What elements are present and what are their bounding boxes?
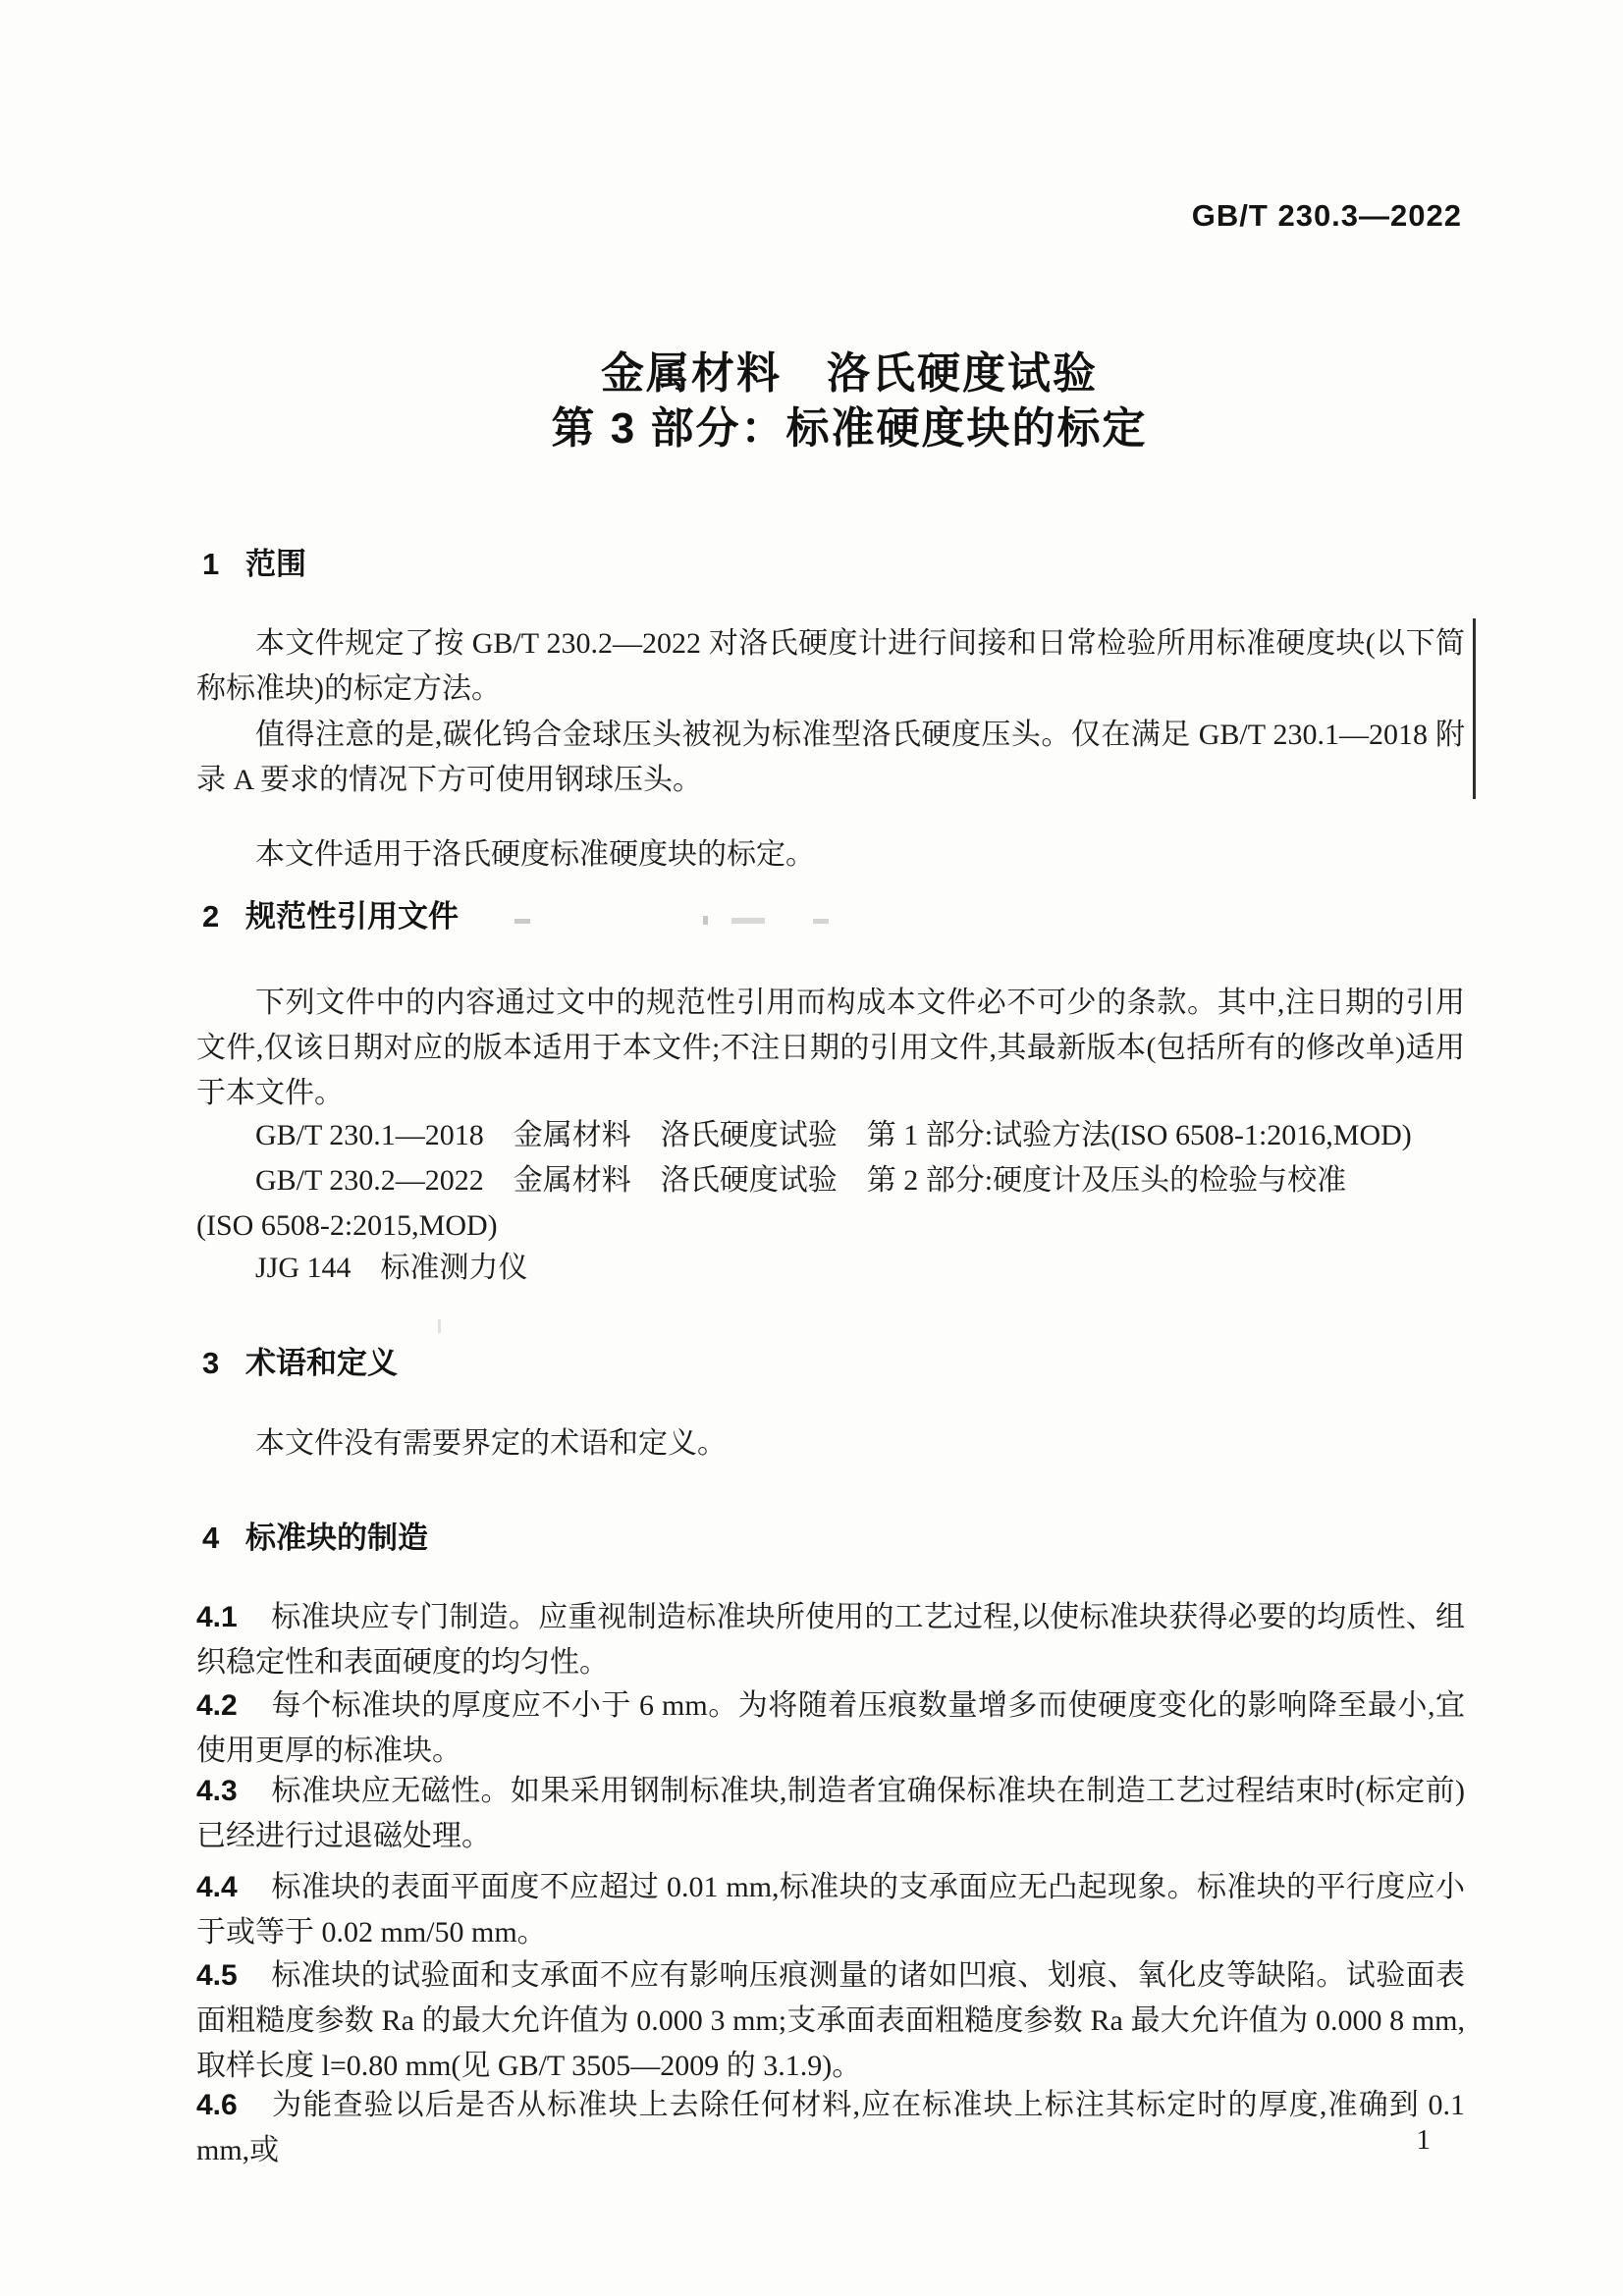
section-1-number: 1	[202, 547, 220, 581]
scan-artifact	[731, 918, 765, 924]
clause-4-1-number: 4.1	[196, 1601, 238, 1633]
clause-4-6	[196, 2083, 1465, 2173]
reference-entry-2-line-2: (ISO 6508-2:2015,MOD)	[196, 1209, 498, 1242]
clause-4-3	[196, 1769, 1465, 1859]
section-4-label: 标准块的制造	[245, 1521, 428, 1555]
section-1-paragraph-1: 本文件规定了按 GB/T 230.2—2022 对洛氏硬度计进行间接和日常检验所用标准硬度块(以下简称标准块)的标定方法。	[196, 627, 1465, 705]
reference-entry-3: JJG 144 标准测力仪	[255, 1252, 528, 1284]
clause-4-2	[196, 1683, 1465, 1774]
page-number: 1	[1416, 2124, 1431, 2156]
section-2-number: 2	[202, 899, 220, 934]
page-title-line-2: 第 3 部分：标准硬度块的标定	[551, 404, 1148, 453]
section-3-heading	[202, 1338, 398, 1382]
scan-artifact	[813, 919, 829, 924]
section-1-heading	[202, 539, 306, 583]
clause-4-3-text: 标准块应无磁性。如果采用钢制标准块,制造者宜确保标准块在制造工艺过程结束时(标定前)已经进行过退磁处理。	[196, 1775, 1465, 1852]
section-1-label: 范围	[245, 547, 306, 581]
section-4-heading	[202, 1513, 428, 1557]
scan-artifact	[703, 916, 708, 925]
clause-4-5	[196, 1953, 1465, 2089]
section-3-paragraph-1: 本文件没有需要界定的术语和定义。	[255, 1427, 727, 1460]
section-4-number: 4	[202, 1521, 220, 1555]
clause-4-6-text: 为能查验以后是否从标准块上去除任何材料,应在标准块上标注其标定时的厚度,准确到 0.1 mm,或	[196, 2089, 1465, 2166]
reference-entry-2-line-1: GB/T 230.2—2022 金属材料 洛氏硬度试验 第 2 部分:硬度计及压头的检验与校准	[255, 1164, 1347, 1197]
clause-4-5-text: 标准块的试验面和支承面不应有影响压痕测量的诸如凹痕、划痕、氧化皮等缺陷。试验面表面粗糙度参数 Ra 的最大允许值为 0.000 3 mm;支承面表面粗糙度参数 Ra 最大允许值为 0.000 8 mm,取样长度 l=0.80 mm(见 GB/T 3505—2009 的 3.1.9)。	[196, 1959, 1465, 2082]
scan-artifact	[514, 919, 530, 924]
clause-4-4-number: 4.4	[196, 1871, 238, 1903]
section-3-number: 3	[202, 1346, 220, 1380]
clause-4-2-number: 4.2	[196, 1689, 238, 1722]
clause-4-1	[196, 1595, 1465, 1685]
clause-4-2-text: 每个标准块的厚度应不小于 6 mm。为将随着压痕数量增多而使硬度变化的影响降至最小,宜使用更厚的标准块。	[196, 1689, 1465, 1767]
clause-4-4	[196, 1865, 1465, 1955]
clause-4-5-number: 4.5	[196, 1959, 238, 1992]
section-2-label: 规范性引用文件	[245, 899, 459, 934]
section-2-heading	[202, 891, 459, 935]
revision-change-bar	[1473, 618, 1476, 799]
section-2-paragraph-1: 下列文件中的内容通过文中的规范性引用而构成本文件必不可少的条款。其中,注日期的引用文件,仅该日期对应的版本适用于本文件;不注日期的引用文件,其最新版本(包括所有的修改单)适用于本文件。	[196, 987, 1465, 1109]
clause-4-6-number: 4.6	[196, 2089, 238, 2121]
clause-4-1-text: 标准块应专门制造。应重视制造标准块所使用的工艺过程,以使标准块获得必要的均质性、组织稳定性和表面硬度的均匀性。	[196, 1601, 1465, 1679]
page-title-line-1: 金属材料 洛氏硬度试验	[601, 349, 1098, 398]
doc-code: GB/T 230.3—2022	[1191, 198, 1462, 233]
section-3-label: 术语和定义	[245, 1346, 398, 1380]
clause-4-3-number: 4.3	[196, 1775, 238, 1807]
reference-entry-1: GB/T 230.1—2018 金属材料 洛氏硬度试验 第 1 部分:试验方法(ISO 6508-1:2016,MOD)	[255, 1119, 1412, 1151]
scan-artifact	[438, 1319, 441, 1333]
section-1-paragraph-3: 本文件适用于洛氏硬度标准硬度块的标定。	[255, 838, 815, 871]
section-1-paragraph-2: 值得注意的是,碳化钨合金球压头被视为标准型洛氏硬度压头。仅在满足 GB/T 230.1—2018 附录 A 要求的情况下方可使用钢球压头。	[196, 719, 1465, 796]
clause-4-4-text: 标准块的表面平面度不应超过 0.01 mm,标准块的支承面应无凸起现象。标准块的平行度应小于或等于 0.02 mm/50 mm。	[196, 1871, 1465, 1949]
